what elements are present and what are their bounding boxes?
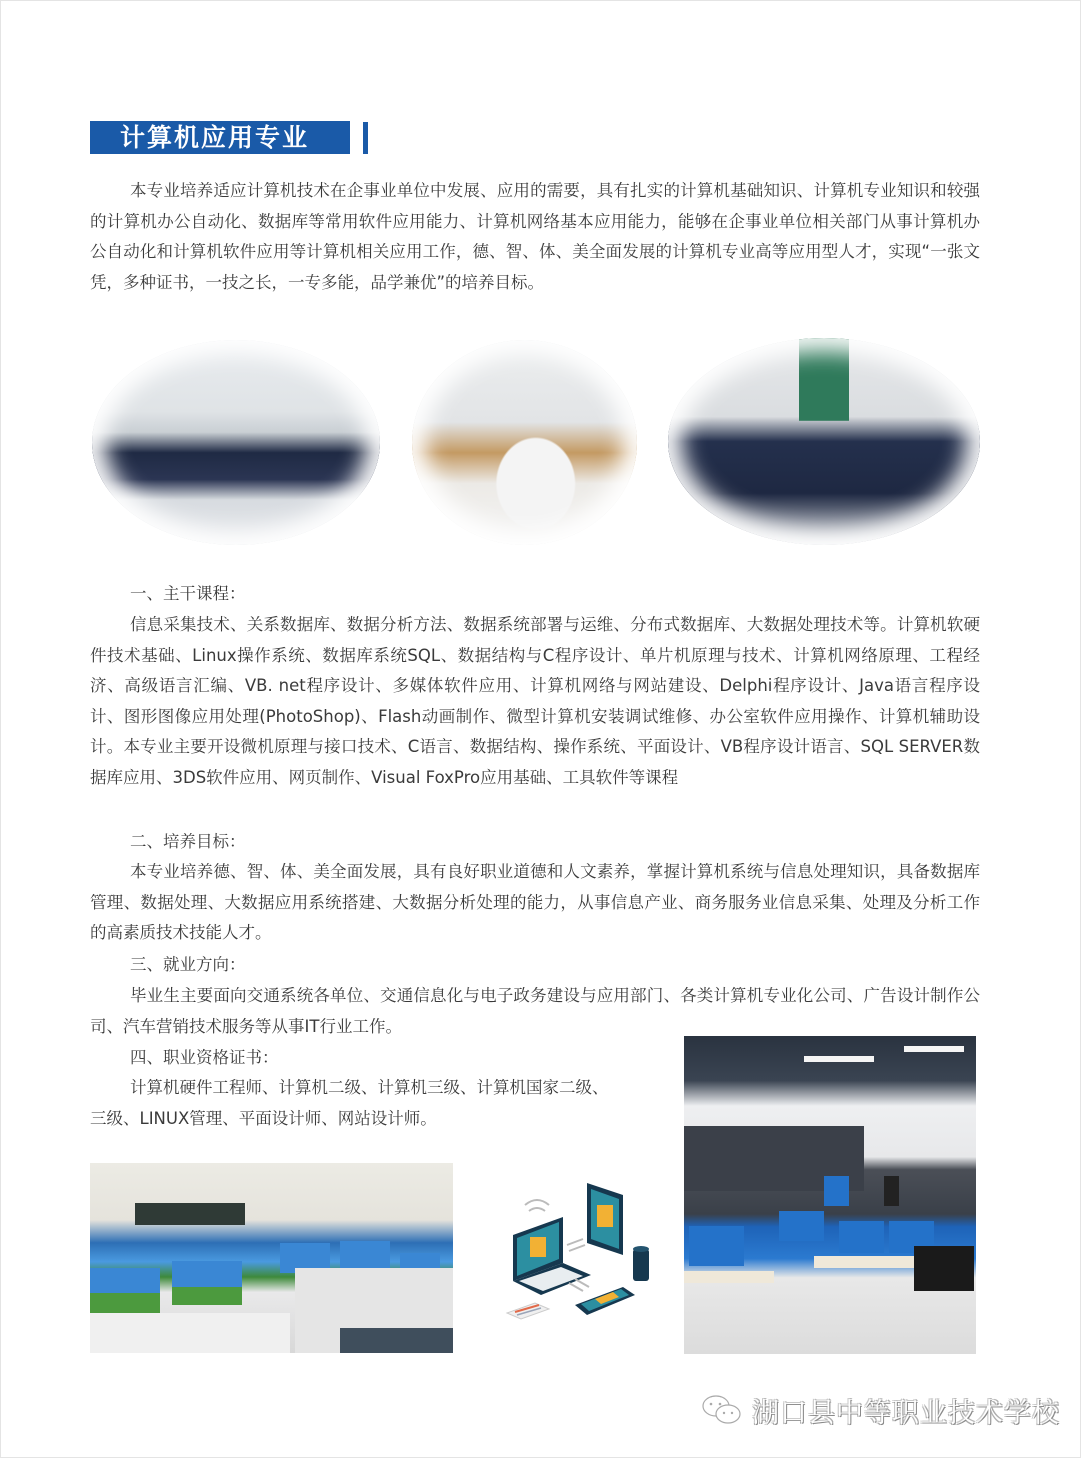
- watermark-school-name: 湖口县中等职业技术学校: [752, 1397, 1060, 1429]
- photo-students-at-monitors: [668, 338, 980, 545]
- section-body-goals: 本专业培养德、智、体、美全面发展，具有良好职业道德和人文素养，掌握计算机系统与信息处理知识，具备数据库管理、数据处理、大数据应用系统搭建、大数据分析处理的能力，从事信息产业、商务服务业信息采集、处理及分析工作的高素质技术技能人才。: [90, 862, 980, 942]
- section-body-courses: 信息采集技术、关系数据库、数据分析方法、数据系统部署与运维、分布式数据库、大数据处理技术等。计算机软硬件技术基础、Linux操作系统、数据库系统SQL、数据结构与C程序设计、单片机原理与技术、计算机网络原理、工程经济、高级语言汇编、VB. net程序设计、多媒体软件应用、计算机网络与网站建设、Delphi程序设计、Java语言程序设计、图形图像应用处理(PhotoShop)、Flash动画制作、微型计算机安装调试维修、办公室软件应用操作、计算机辅助设计。本专业主要开设微机原理与接口技术、C语言、数据结构、操作系统、平面设计、VB程序设计语言、SQL SERVER数据库应用、3DS软件应用、网页制作、Visual FoxPro应用基础、工具软件等课程: [90, 615, 980, 787]
- photo-teacher-helping-student: [412, 340, 637, 545]
- devices-sync-illustration: [495, 1175, 655, 1335]
- section-heading-goals: 二、培养目标：: [130, 832, 246, 851]
- sync-arrows-icon: [567, 1239, 589, 1291]
- laptop-icon: [513, 1217, 591, 1295]
- section-body-certificates-line2: 三级、LINUX管理、平面设计师、网站设计师。: [90, 1109, 437, 1128]
- page-title: 计算机应用专业: [90, 121, 350, 154]
- section-body-employment: 毕业生主要面向交通系统各单位、交通信息化与电子政务建设与应用部门、各类计算机专业化公司、广告设计制作公司、汽车营销技术服务等从事IT行业工作。: [90, 986, 980, 1036]
- photo-computer-lab-desks: [90, 1163, 453, 1353]
- lab-blue-screens-illustration: [684, 1036, 976, 1354]
- watermark: [700, 1390, 1060, 1430]
- photo-computer-lab-blue-screens: [684, 1036, 976, 1354]
- lab-desks-illustration: [90, 1163, 453, 1353]
- section-body-certificates-line1: 计算机硬件工程师、计算机二级、计算机三级、计算机国家二级、: [130, 1078, 609, 1097]
- database-icon: [633, 1246, 649, 1281]
- section-heading-certificates: 四、职业资格证书：: [130, 1048, 279, 1067]
- wifi-icon: [525, 1200, 549, 1211]
- wechat-icon: [700, 1393, 744, 1427]
- photo-computer-lab-wide-view: [92, 340, 380, 545]
- tablet-icon: [587, 1183, 623, 1255]
- section-heading-courses: 一、主干课程：: [130, 584, 246, 603]
- intro-paragraph: 本专业培养适应计算机技术在企事业单位中发展、应用的需要，具有扎实的计算机基础知识、计算机专业知识和较强的计算机办公自动化、数据库等常用软件应用能力、计算机网络基本应用能力，能够在企事业单位相关部门从事计算机办公自动化和计算机软件应用等计算机相关应用工作，德、智、体、美全面发展的计算机专业高等应用型人才，实现“一张文凭，多种证书，一技之长，一专多能，品学兼优”的培养目标。: [90, 181, 980, 292]
- document-stack-icon: [507, 1303, 549, 1319]
- section-heading-employment: 三、就业方向：: [130, 955, 246, 974]
- phone-icon: [575, 1287, 635, 1315]
- title-accent-bar: [363, 122, 368, 154]
